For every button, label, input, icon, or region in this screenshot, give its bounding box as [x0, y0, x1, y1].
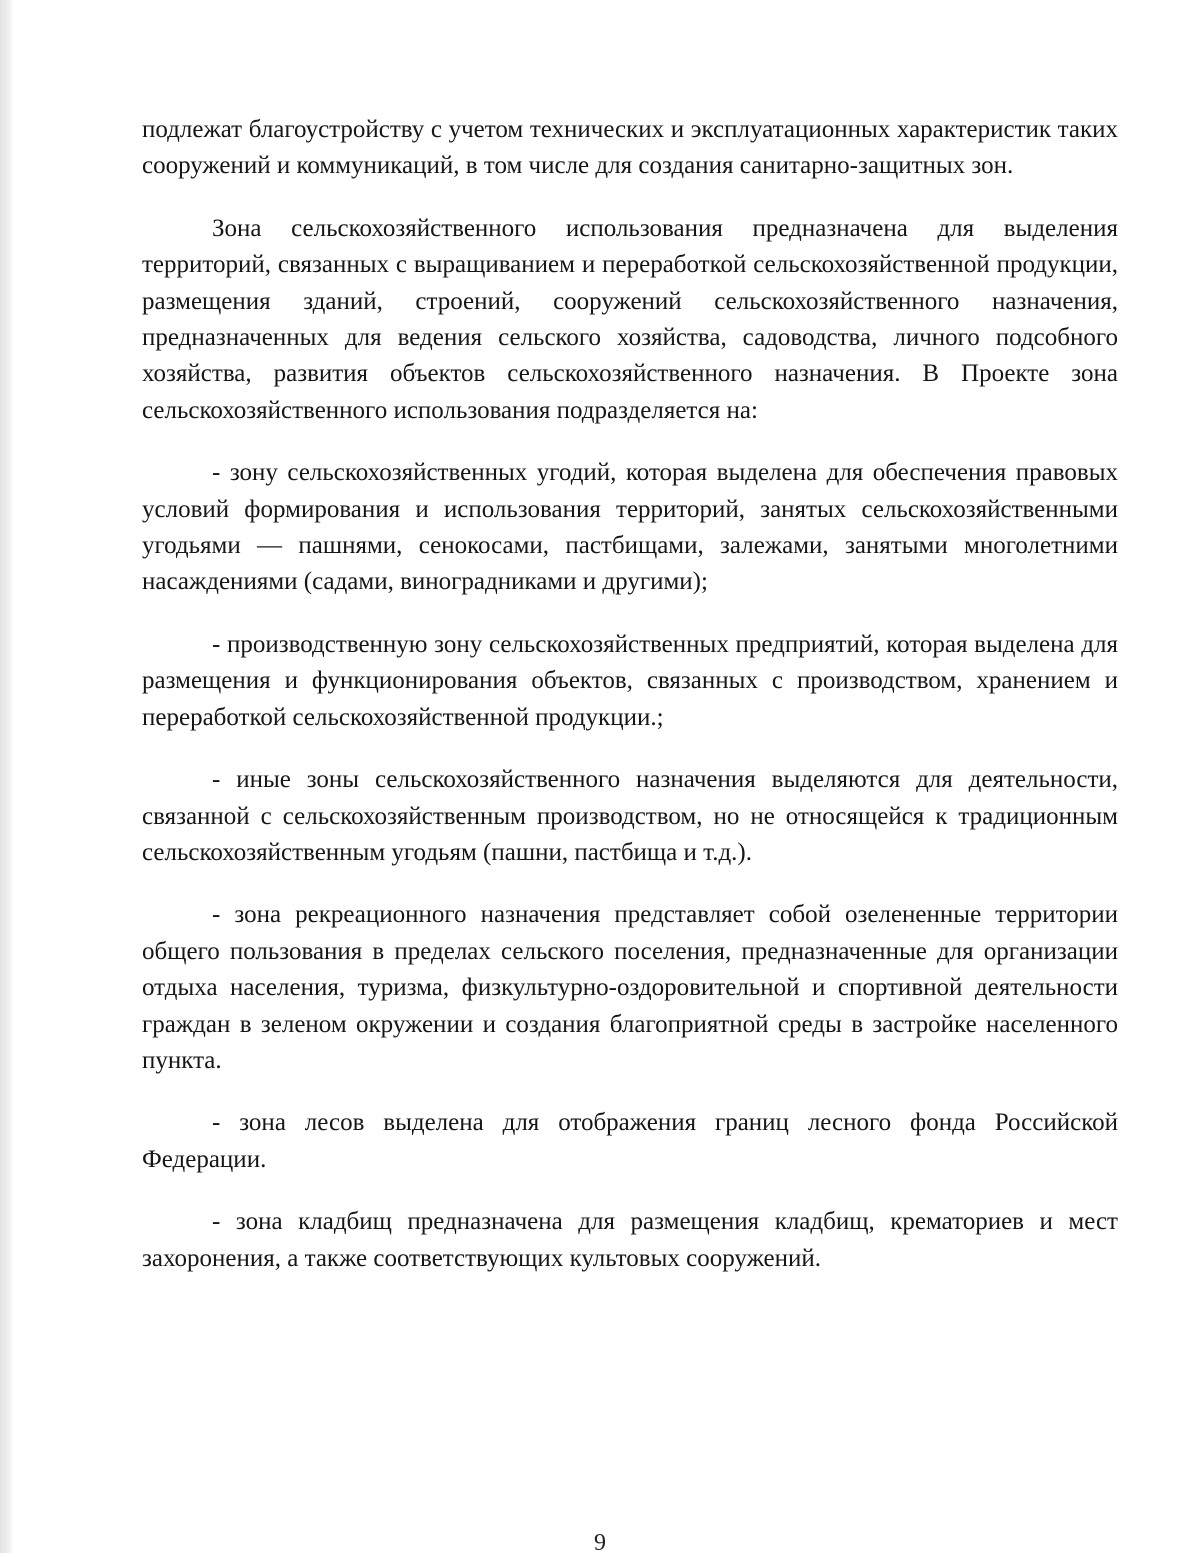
paragraph-cemetery-zone: - зона кладбищ предназначена для размещения кладбищ, крематориев и мест захоронения, а также соответствующих культовых сооружений. [142, 1208, 1118, 1272]
scan-edge-shadow [0, 0, 14, 1553]
paragraph-production-zone: - производственную зону сельскохозяйственных предприятий, которая выделена для размещения и функционирования объектов, связанных с производством, хранением и переработкой сельскохозяйственной продукции.; [142, 630, 1118, 731]
document-body [142, 112, 1118, 1277]
paragraph-agricultural-lands: - зону сельскохозяйственных угодий, которая выделена для обеспечения правовых условий формирования и использования территорий, занятых сельскохозяйственными угодьями — пашнями, сенокосами, пастбищами, залежами, занятыми многолетними насаждениями (садами, виноградниками и другими); [142, 459, 1118, 596]
page-number: 9 [594, 1530, 606, 1556]
paragraph-recreation-zone: - зона рекреационного назначения представляет собой озелененные территории общего пользования в пределах сельского поселения, предназначенные для организации отдыха населения, туризма, физкультурно-оздоровительной и спортивной деятельности граждан в зеленом окружении и создания благоприятной среды в застройке населенного пункта. [142, 901, 1118, 1074]
paragraph-forest-zone: - зона лесов выделена для отображения границ лесного фонда Российской Федерации. [142, 1109, 1118, 1173]
paragraph-continuation: подлежат благоустройству с учетом технических и эксплуатационных характеристик таких сооружений и коммуникаций, в том числе для создания санитарно-защитных зон. [142, 116, 1118, 180]
paragraph-agricultural-zone: Зона сельскохозяйственного использования предназначена для выделения территорий, связанных с выращиванием и переработкой сельскохозяйственной продукции, размещения зданий, строений, сооружений сельскохозяйственного назначения, предназначенных для ведения сельского хозяйства, садоводства, личного подсобного хозяйства, развития объектов сельскохозяйственного назначения. В Проекте зона сельскохозяйственного использования подразделяется на: [142, 214, 1118, 424]
paragraph-other-zones: - иные зоны сельскохозяйственного назначения выделяются для деятельности, связанной с сельскохозяйственным производством, но не относящейся к традиционным сельскохозяйственным угодьям (пашни, пастбища и т.д.). [142, 766, 1118, 866]
